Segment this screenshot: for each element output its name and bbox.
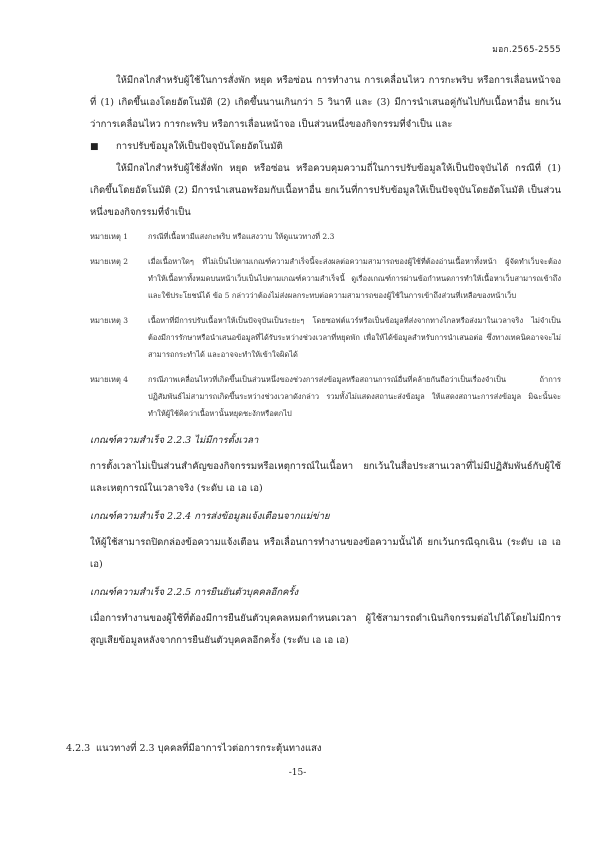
notes-list (90, 228, 561, 422)
section-title: เกณฑ์ความสำเร็จ 2.2.5 การยืนยันตัวบุคคลอีกครั้ง (90, 587, 299, 598)
note-text: กรณีภาพเคลื่อนไหวที่เกิดขึ้นเป็นส่วนหนึ่งของช่วงการส่งข้อมูลหรือสถานการณ์อื่นที่คล้ายกันถือว่าเป็นเรื่องจำเป็น ถ้าการปฏิสัมพันธ์ไม่สามารถเกิดขึ้นระหว่างช่วงเวลาดังกล่าว รวมทั้งไม่แสดงสถานะส่งข้อมูล ให้แสดงสถานะการส่งข้อมูล มิฉะนั้นจะทำให้ผู้ใช้คิดว่าเนื้อหานั้นหยุดชะงักหรือตกไป (148, 375, 561, 418)
page-number: -15- (288, 768, 307, 778)
note-text: เมื่อเนื้อหาใดๆ ที่ไม่เป็นไปตามเกณฑ์ความสำเร็จนี้จะส่งผลต่อความสามารถของผู้ใช้ที่ต้องอ่านเนื้อหาทั้งหน้า ผู้จัดทำเว็บจะต้องทำให้เนื้อหาทั้งหมดบนหน้าเว็บเป็นไปตามเกณฑ์ความสำเร็จนี้ ดูเรื่องเกณฑ์การผ่านข้อกำหนดการทำให้เนื้อหาเว็บสามารถเข้าถึงและใช้ประโยชน์ได้ ข้อ 5 กล่าวว่าต้องไม่ส่งผลกระทบต่อความสามารถของผู้ใช้ในการเข้าถึงส่วนที่เหลือของหน้าเว็บ (148, 257, 561, 300)
bullet-icon: ■ (90, 142, 99, 152)
intro-paragraph: ให้มีกลไกสำหรับผู้ใช้ในการสั่งพัก หยุด หรือซ่อน การทำงาน การเคลื่อนไหว การกะพริบ หรือการเลื่อนหน้าจอที่ (1) เกิดขึ้นเองโดยอัตโนมัติ (2) เกิดขึ้นนานเกินกว่า 5 วินาที และ (3) มีการนำเสนอคู่กันไปกับเนื้อหาอื่น ยกเว้นว่าการเคลื่อนไหว การกะพริบ หรือการเลื่อนหน้าจอ เป็นส่วนหนึ่งของกิจกรรมที่จำเป็น และ (90, 75, 561, 130)
note-item (90, 371, 561, 422)
section-paragraph: ให้ผู้ใช้สามารถปิดกล่องข้อความแจ้งเตือน หรือเลื่อนการทำงานของข้อความนั้นได้ ยกเว้นกรณีฉุกเฉิน (ระดับ เอ เอ เอ) (90, 537, 561, 570)
bullet-paragraph: ให้มีกลไกสำหรับผู้ใช้สั่งพัก หยุด หรือซ่อน หรือควบคุมความถี่ในการปรับข้อมูลให้เป็นปัจจุบันได้ กรณีที่ (1) เกิดขึ้นโดยอัตโนมัติ (2) มีการนำเสนอพร้อมกับเนื้อหาอื่น ยกเว้นที่การปรับข้อมูลให้เป็นปัจจุบันโดยอัตโนมัติ เป็นส่วนหนึ่งของกิจกรรมที่จำเป็น (90, 163, 561, 218)
note-item (90, 228, 561, 245)
bullet-item (90, 136, 561, 158)
section-title: เกณฑ์ความสำเร็จ 2.2.4 การส่งข้อมูลแจ้งเตือนจากแม่ข่าย (90, 511, 330, 522)
note-label: หมายเหตุ 1 (90, 232, 129, 241)
section-paragraph: การตั้งเวลาไม่เป็นส่วนสำคัญของกิจกรรมหรือเหตุการณ์ในเนื้อหา ยกเว้นในสื่อประสานเวลาที่ไม่มีปฏิสัมพันธ์กับผู้ใช้ และเหตุการณ์ในเวลาจริง (ระดับ เอ เอ เอ) (90, 461, 561, 494)
note-label: หมายเหตุ 2 (90, 257, 129, 266)
note-label: หมายเหตุ 3 (90, 316, 129, 325)
note-label: หมายเหตุ 4 (90, 375, 129, 384)
section-title: เกณฑ์ความสำเร็จ 2.2.3 ไม่มีการตั้งเวลา (90, 435, 259, 446)
document-body (90, 70, 561, 658)
note-text: กรณีที่เนื้อหามีแสงกะพริบ หรือแสงวาบ ให้ดูแนวทางที่ 2.3 (148, 232, 335, 241)
note-item (90, 312, 561, 363)
note-item (90, 253, 561, 304)
section-paragraph: เมื่อการทำงานของผู้ใช้ที่ต้องมีการยืนยันตัวบุคคลหมดกำหนดเวลา ผู้ใช้สามารถดำเนินกิจกรรมต่อไปได้โดยไม่มีการสูญเสียข้อมูลหลังจากการยืนยันตัวบุคคลอีกครั้ง (ระดับ เอ เอ เอ) (90, 613, 561, 646)
subsection-heading (66, 738, 561, 760)
note-text: เนื้อหาที่มีการปรับเนื้อหาให้เป็นปัจจุบันเป็นระยะๆ โดยซอฟต์แวร์หรือเป็นข้อมูลที่ส่งจากทางไกลหรือส่งมาในเวลาจริง ไม่จำเป็นต้องมีการรักษาหรือนำเสนอข้อมูลที่ได้รับระหว่างช่วงเวลาที่หยุดพัก เพื่อให้ได้ข้อมูลสำหรับการนำเสนอต่อ ซึ่งทางเทคนิคอาจจะไม่สามารถกระทำได้ และอาจจะทำให้เข้าใจผิดได้ (148, 316, 561, 359)
subsection-title: แนวทางที่ 2.3 บุคคลที่มีอาการไวต่อการกระตุ้นทางแสง (96, 743, 322, 754)
standard-code: มอก.2565-2555 (492, 45, 561, 55)
bullet-label: การปรับข้อมูลให้เป็นปัจจุบันโดยอัตโนมัติ (116, 141, 283, 152)
subsection-number: 4.2.3 (66, 743, 91, 754)
